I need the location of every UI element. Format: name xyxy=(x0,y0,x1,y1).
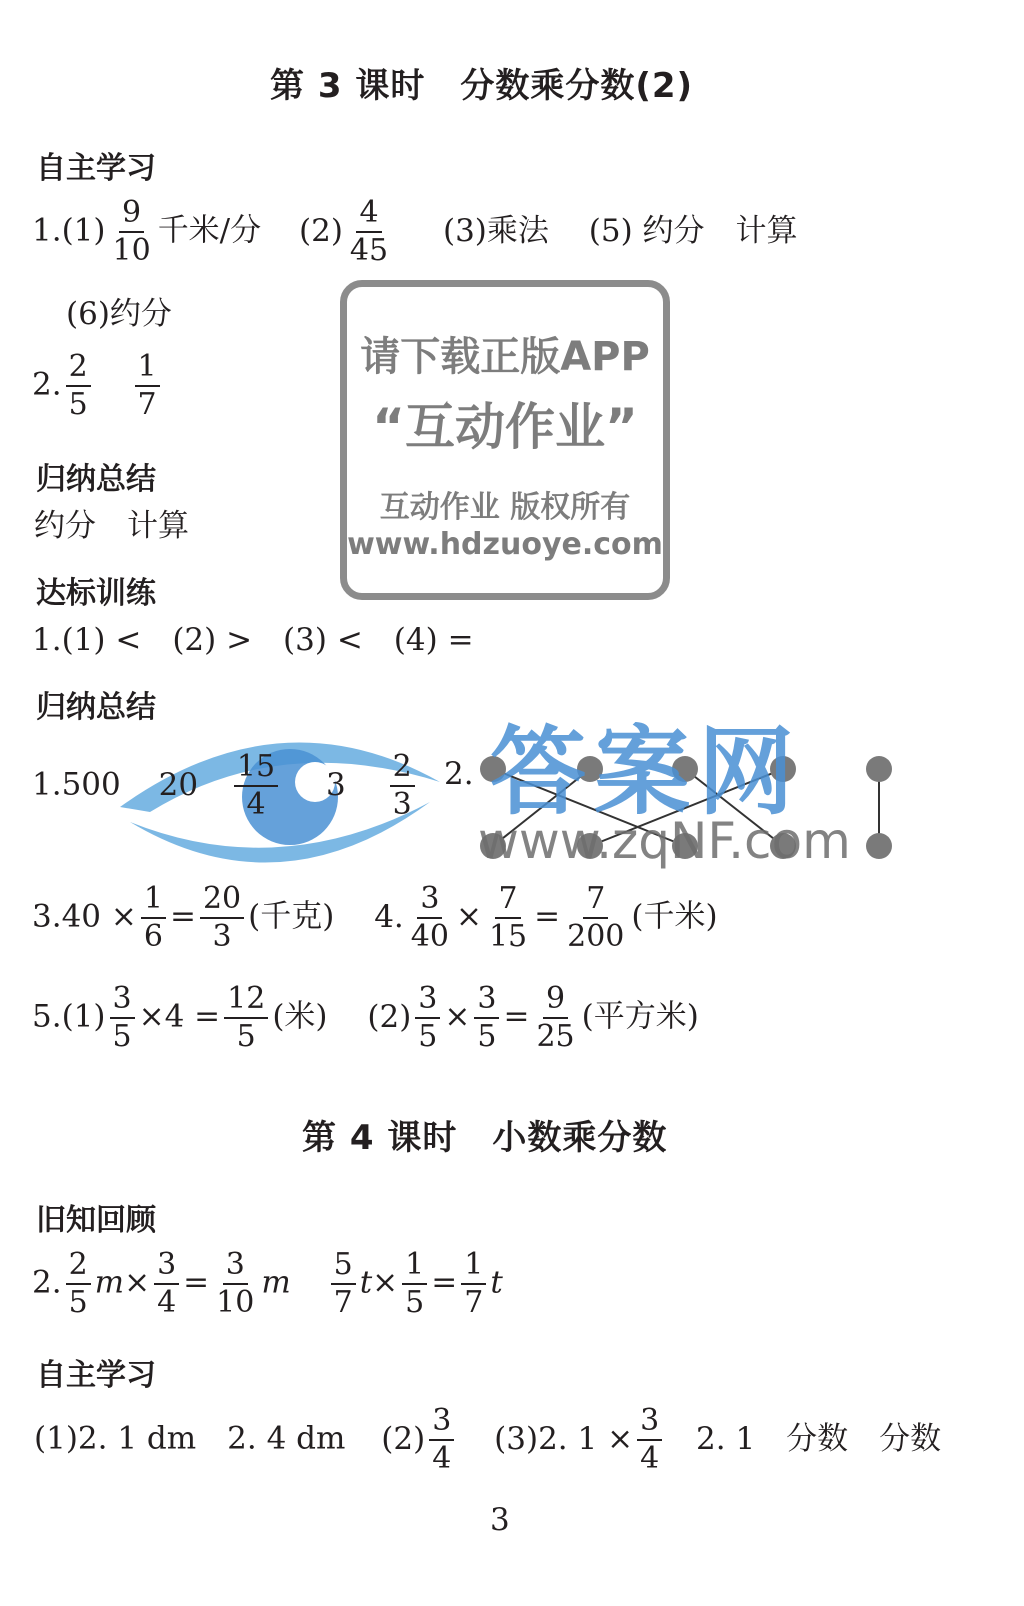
guina2-q2-number: 2. xyxy=(444,756,474,792)
fraction xyxy=(429,1404,454,1476)
fraction xyxy=(347,196,391,268)
guina2-q1 xyxy=(32,750,419,822)
value: 3 xyxy=(325,766,346,803)
numerator: 3 xyxy=(637,1404,662,1441)
l4-zizhu-q1 xyxy=(34,1404,941,1476)
fraction xyxy=(66,1248,91,1320)
match-dot xyxy=(866,756,892,782)
l3-q2 xyxy=(32,350,164,422)
times: × xyxy=(372,1264,399,1301)
guina2-q5 xyxy=(32,982,699,1054)
section-heading-zizhu: 自主学习 xyxy=(36,151,156,186)
fraction xyxy=(234,750,278,822)
times: × xyxy=(455,898,482,935)
numerator: 1 xyxy=(402,1248,427,1285)
equals: = xyxy=(169,898,196,935)
fraction xyxy=(224,982,268,1054)
numerator: 5 xyxy=(331,1248,356,1285)
fraction xyxy=(474,982,499,1054)
numerator: 2 xyxy=(66,350,91,387)
copyright-watermark-box xyxy=(340,280,670,600)
denominator: 5 xyxy=(68,1285,88,1320)
times: × xyxy=(124,1264,151,1301)
fraction xyxy=(415,982,440,1054)
unit: (千米) xyxy=(631,898,718,935)
q-part: (1) xyxy=(61,212,106,249)
q-part: (1)2. 1 dm 2. 4 dm xyxy=(34,1420,346,1457)
section-heading-guina: 归纳总结 xyxy=(36,462,156,497)
numerator: 9 xyxy=(543,982,568,1019)
numerator: 15 xyxy=(234,750,278,787)
fraction xyxy=(390,750,415,822)
variable: t xyxy=(490,1264,503,1301)
fraction xyxy=(331,1248,356,1320)
site-watermark: www.zqNF.com xyxy=(478,812,851,870)
fraction xyxy=(110,982,135,1054)
fraction xyxy=(66,350,91,422)
denominator: 4 xyxy=(640,1441,660,1476)
fraction xyxy=(141,882,166,954)
variable: m xyxy=(94,1264,125,1301)
denominator: 25 xyxy=(536,1019,575,1054)
numerator: 2 xyxy=(390,750,415,787)
q-part: (5) 约分 计算 xyxy=(588,212,798,249)
denominator: 5 xyxy=(68,387,88,422)
numerator: 3 xyxy=(417,882,442,919)
match-dot xyxy=(866,833,892,859)
denominator: 5 xyxy=(236,1019,256,1054)
watermark-line3: 互动作业 版权所有 xyxy=(379,490,631,525)
numerator: 9 xyxy=(119,196,144,233)
guina1-text: 约分 计算 xyxy=(34,508,189,544)
watermark-line2: “互动作业” xyxy=(372,398,638,456)
q-number: 1. xyxy=(32,212,62,249)
q-part: (2) xyxy=(381,1420,426,1457)
q-part: 2. 1 分数 分数 xyxy=(696,1420,942,1457)
numerator: 12 xyxy=(224,982,268,1019)
brand-watermark: 答案网 xyxy=(490,715,802,828)
dabiao-q1: 1.(1) < (2) > (3) < (4) = xyxy=(32,622,474,658)
expr: 4. xyxy=(374,898,404,935)
denominator: 7 xyxy=(464,1285,484,1320)
unit: (千克) xyxy=(248,898,335,935)
equals: = xyxy=(431,1264,458,1301)
q-number: 2. xyxy=(32,1264,62,1301)
numerator: 3 xyxy=(223,1248,248,1285)
q-number: 2. xyxy=(32,366,62,403)
expr: ×4 = xyxy=(138,998,221,1035)
equals: = xyxy=(503,998,530,1035)
q-part: (3)乘法 xyxy=(442,212,549,249)
section-heading-jiuzhi: 旧知回顾 xyxy=(36,1203,156,1238)
variable: m xyxy=(261,1264,291,1301)
value: 1.500 xyxy=(32,766,121,803)
q-part: (3)2. 1 × xyxy=(494,1420,634,1457)
fraction xyxy=(154,1248,179,1320)
unit: (米) xyxy=(272,998,328,1035)
lesson4-title: 第 4 课时 小数乘分数 xyxy=(302,1118,668,1158)
lesson3-title: 第 3 课时 分数乘分数(2) xyxy=(270,66,694,106)
q-part: (2) xyxy=(299,212,343,249)
fraction xyxy=(408,882,452,954)
denominator: 200 xyxy=(567,919,625,954)
watermark-line4: www.hdzuoye.com xyxy=(347,527,663,562)
fraction xyxy=(564,882,627,954)
numerator: 7 xyxy=(495,882,520,919)
fraction xyxy=(135,350,160,422)
denominator: 5 xyxy=(418,1019,438,1054)
unit: (平方米) xyxy=(581,998,699,1035)
denominator: 3 xyxy=(392,787,412,822)
denominator: 5 xyxy=(405,1285,425,1320)
unit: 千米/分 xyxy=(157,212,262,249)
watermark-line1: 请下载正版APP xyxy=(360,334,650,380)
numerator: 3 xyxy=(110,982,135,1019)
section-heading-zizhu: 自主学习 xyxy=(36,1358,156,1393)
value: 20 xyxy=(158,766,199,803)
fraction xyxy=(637,1404,662,1476)
denominator: 6 xyxy=(143,919,163,954)
denominator: 10 xyxy=(216,1285,255,1320)
denominator: 4 xyxy=(432,1441,452,1476)
denominator: 4 xyxy=(157,1285,177,1320)
section-heading-guina: 归纳总结 xyxy=(36,690,156,725)
expr: 3.40 × xyxy=(32,898,137,935)
guina2-q3 xyxy=(32,882,718,954)
q-part: (2) xyxy=(367,998,412,1035)
denominator: 7 xyxy=(137,387,157,422)
numerator: 3 xyxy=(429,1404,454,1441)
numerator: 2 xyxy=(66,1248,91,1285)
denominator: 4 xyxy=(246,787,266,822)
numerator: 4 xyxy=(356,196,381,233)
denominator: 3 xyxy=(212,919,232,954)
fraction xyxy=(402,1248,427,1320)
numerator: 1 xyxy=(461,1248,486,1285)
numerator: 1 xyxy=(135,350,160,387)
fraction xyxy=(533,982,577,1054)
equals: = xyxy=(183,1264,210,1301)
numerator: 3 xyxy=(154,1248,179,1285)
l3-q1-line2: (6)约分 xyxy=(66,296,172,332)
denominator: 10 xyxy=(112,233,151,268)
l3-q1-line1 xyxy=(32,196,798,268)
denominator: 15 xyxy=(488,919,528,954)
denominator: 40 xyxy=(410,919,449,954)
fraction xyxy=(213,1248,257,1320)
jiuzhi-q2 xyxy=(32,1248,503,1320)
page-number: 3 xyxy=(490,1502,510,1538)
denominator: 5 xyxy=(112,1019,132,1054)
denominator: 45 xyxy=(349,233,389,268)
times: × xyxy=(444,998,471,1035)
equals: = xyxy=(534,898,561,935)
numerator: 3 xyxy=(474,982,499,1019)
numerator: 1 xyxy=(141,882,166,919)
section-heading-dabiao: 达标训练 xyxy=(36,576,156,611)
fraction xyxy=(110,196,154,268)
fraction xyxy=(200,882,244,954)
variable: t xyxy=(359,1264,373,1301)
fraction xyxy=(461,1248,486,1320)
fraction xyxy=(486,882,530,954)
numerator: 20 xyxy=(200,882,244,919)
denominator: 7 xyxy=(333,1285,353,1320)
numerator: 7 xyxy=(583,882,608,919)
numerator: 3 xyxy=(415,982,440,1019)
expr: 5.(1) xyxy=(32,998,106,1035)
denominator: 5 xyxy=(477,1019,497,1054)
